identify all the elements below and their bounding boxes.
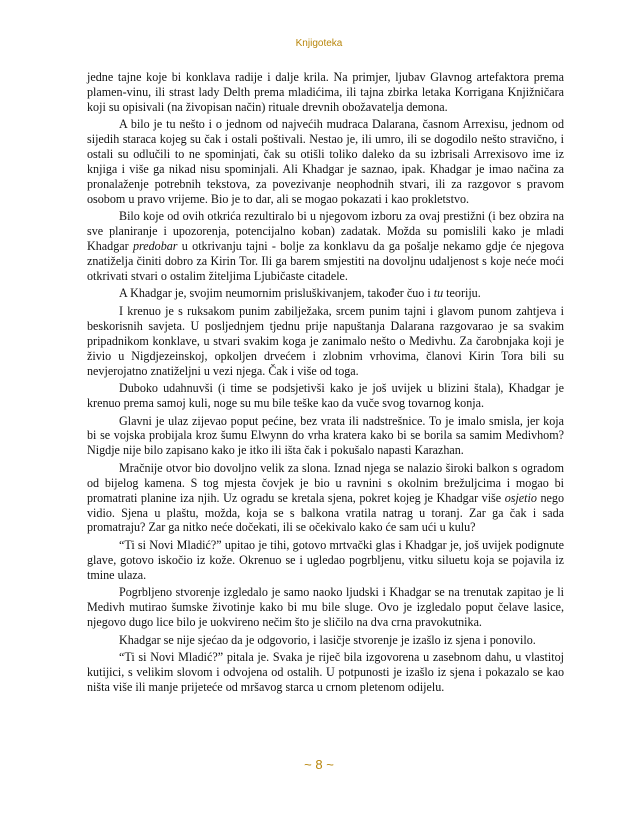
page-number: ~ 8 ~: [304, 757, 334, 772]
paragraph-text: jedne tajne koje bi konklava radije i dalje krila. Na primjer, ljubav Glavnog artefaktora prema plamen-vinu, ili strast lady Delth prema mladićima, ili tajna zbirka letaka Korrigana Knjižničara koji su opisivali (na živopisan način) rituale drevnih obožavatelja demona.: [87, 70, 564, 114]
paragraph-text: Pogrbljeno stvorenje izgledalo je samo naoko ljudski i Khadgar se na trenutak zapitao je li Medivh mutirao šumske životinje kako bi mu bile sluge. Ovo je izgledalo poput čelave lasice, njegovo dugo lice bilo je uokvireno nečim što je sličilo na dva crna pravokutnika.: [87, 585, 564, 630]
paragraph-text: Duboko udahnuvši (i time se podsjetivši kako je još uvijek u blizini štala), Khadgar je krenuo prema samoj kuli, noge su mu bile teške kao da vuče svog tovarnog konja.: [87, 381, 564, 410]
paragraph-text: nego vidio. Sjena u plaštu, možda, koja se s balkona vratila natrag u toranj. Zar ga čak i sada promatraju? Zar ga nitko neće dočekati, ili se očekivalo kako će sam ući u kulu?: [87, 490, 564, 535]
italic-text: tu: [433, 286, 444, 301]
paragraph-text: Bilo koje od ovih otkrića rezultiralo bi u njegovom izboru za ovaj prestižni (i bez obzira na sve planiranje i upozorenja, potencijalno koban) zadatak. Možda su pomislili kako je mladi Khadgar: [87, 209, 564, 254]
paragraph: [87, 117, 564, 206]
paragraph: [87, 286, 564, 301]
italic-text: predobar: [132, 239, 178, 254]
paragraph: [87, 381, 564, 411]
paragraph-text: Mračnije otvor bio dovoljno velik za slona. Iznad njega se nalazio široki balkon s ogradom od bijelog kamena. S tog mjesta čovjek je bio u ravnini s okolnim brežuljcima i mogao bi promatrati planine iza njih. Uz ogradu se kretala sjena, pokret kojeg je Khadgar više: [87, 460, 564, 505]
paragraph-text: “Ti si Novi Mladić?” pitala je. Svaka je riječ bila izgovorena u zasebnom dahu, u vlastitoj kutijici, s velikim slovom i odvojena od ostalih. U potpunosti je izašlo iz sjena i pokazalo se kao ništa više ili manje prijeteće od mršavog starca u crnom pletenom odijelu.: [87, 650, 564, 694]
paragraph: [87, 70, 564, 115]
paragraph: [87, 304, 564, 379]
paragraph: [87, 414, 564, 459]
paragraph-text: u otkrivanju tajni - bolje za konklavu da ga pošalje nekamo gdje će njegova znatiželja činiti dobro za Kirin Tor. Ili ga barem smjestiti na dovoljnu udaljenost s koje neće moći otkrivati stvari o ostalim žiteljima Ljubičaste citadele.: [87, 239, 564, 283]
paragraph: [87, 209, 564, 284]
paragraph: [87, 650, 564, 695]
paragraph: [87, 585, 564, 630]
paragraph-text: A Khadgar je, svojim neumornim prisluškivanjem, također čuo i: [119, 286, 434, 301]
paragraph: [87, 538, 564, 583]
paragraph-text: Glavni je ulaz zijevao poput pećine, bez vrata ili nadstrešnice. To je imalo smisla, jer koja bi se vojska probijala kroz šumu Elwynn do vrha kratera kako bi se borila sa samim Medivhom? Nigdje nije bilo zapisano kako je itko ili išta čak i pokušalo napasti Karazhan.: [87, 413, 564, 458]
paragraph-text: “Ti si Novi Mladić?” upitao je tihi, gotovo mrtvački glas i Khadgar je, još uvijek podignute glave, gotovo iskočio iz kože. Okrenuo se i ugledao pogrbljenu, vitku siluetu koja se pojavila iz tmine ulaza.: [87, 537, 564, 582]
paragraph-text: I krenuo je s ruksakom punim zabilježaka, srcem punim tajni i glavom punom zahtjeva i beskorisnih savjeta. U posljednjem tjednu prije napuštanja Dalarana razgovarao je sa svakim pripadnikom konklave, u stvari svakim koga je zanimalo nešto o Medivhu. Za čarobnjaka koji je živio u Nigdjezeinskoj, opkoljen drvećem i zlobnim vrhovima, članovi Kirin Tora bili su nevjerojatno znatiželjni u vezi njega. Čak i više od toga.: [87, 303, 564, 378]
paragraph: [87, 633, 564, 648]
paragraph: [87, 461, 564, 536]
body-text: [87, 70, 564, 697]
paragraph-text: teoriju.: [443, 286, 481, 301]
paragraph-text: Khadgar se nije sjećao da je odgovorio, i lasičje stvorenje je izašlo iz sjena i ponovilo.: [119, 632, 536, 647]
italic-text: osjetio: [504, 490, 537, 505]
running-header: Knjigoteka: [295, 38, 343, 49]
paragraph-text: A bilo je tu nešto i o jednom od najvećih mudraca Dalarana, časnom Arrexisu, jednom od sijedih staraca kojeg su čak i ostali poštivali. Nestao je, ili umro, ili se dogodilo nešto stravično, i ostali su odlučili to ne spominjati, čak su otišli toliko daleko da su izbrisali Arrexisovo ime iz knjiga i više ga nikad nisu spominjali. Ali Khadgar je saznao, ipak. Khadgar je imao načina za pronalaženje potrebnih tekstova, za povezivanje neophodnih stvari, ili za razgovor s pravom osobom u pravo vrijeme. Bio je to dar, ali se mogao pokazati i kao prokletstvo.: [87, 117, 564, 206]
